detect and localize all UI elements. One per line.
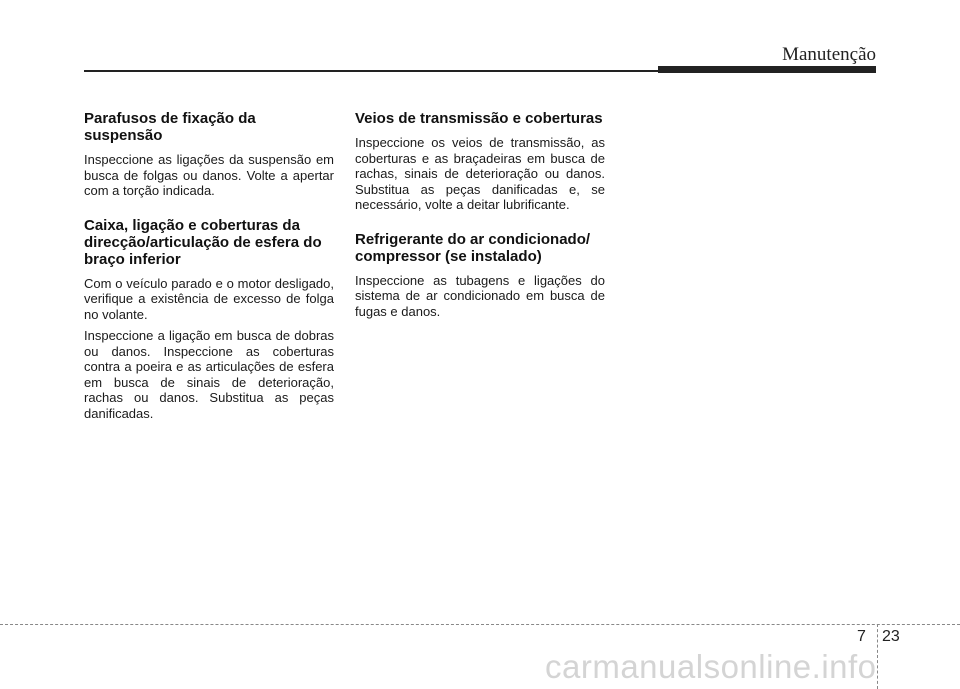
section-paragraph: Inspeccione os veios de transmissão, as coberturas e as braçadeiras em busca de rachas, sinais de deterioração ou danos. Substitua as peças danificadas e, se necessário, volte a deitar lubrificante. [355, 135, 605, 212]
chapter-number: 7 [857, 628, 866, 645]
section-paragraph: Inspeccione as tubagens e ligações do sistema de ar condicionado em busca de fugas e danos. [355, 272, 605, 319]
section-air-conditioning [355, 231, 605, 320]
watermark: carmanualsonline.info [545, 648, 877, 685]
section-steering [84, 217, 334, 422]
section-heading: Caixa, ligação e coberturas da direcção/articulação de esfera do braço inferior [84, 216, 322, 268]
header-rule [84, 70, 660, 72]
section-paragraph: Inspeccione a ligação em busca de dobras ou danos. Inspeccione as coberturas contra a poeira e as articulações de esfera em busca de sinais de deterioração, rachas ou danos. Substitua as peças danificadas. [84, 328, 334, 421]
section-paragraph: Inspeccione as ligações da suspensão em busca de folgas ou danos. Volte a apertar com a torção indicada. [84, 152, 334, 198]
section-paragraph: Com o veículo parado e o motor desligado, verifique a existência de excesso de folga no volante. [84, 275, 334, 322]
section-drive-shafts [355, 110, 605, 213]
section-heading: Veios de transmissão e coberturas [355, 110, 603, 127]
page-header-title: Manutenção [782, 44, 876, 65]
middle-column [355, 110, 605, 337]
header-rule-accent [658, 66, 876, 73]
left-column [84, 110, 334, 439]
page-number: 23 [882, 628, 900, 645]
footer-rule [0, 624, 960, 625]
section-heading: Refrigerante do ar condicionado/ compressor (se instalado) [355, 230, 591, 265]
section-suspension-bolts [84, 110, 334, 199]
section-heading: Parafusos de fixação da suspensão [84, 110, 256, 144]
footer-divider [877, 624, 878, 689]
